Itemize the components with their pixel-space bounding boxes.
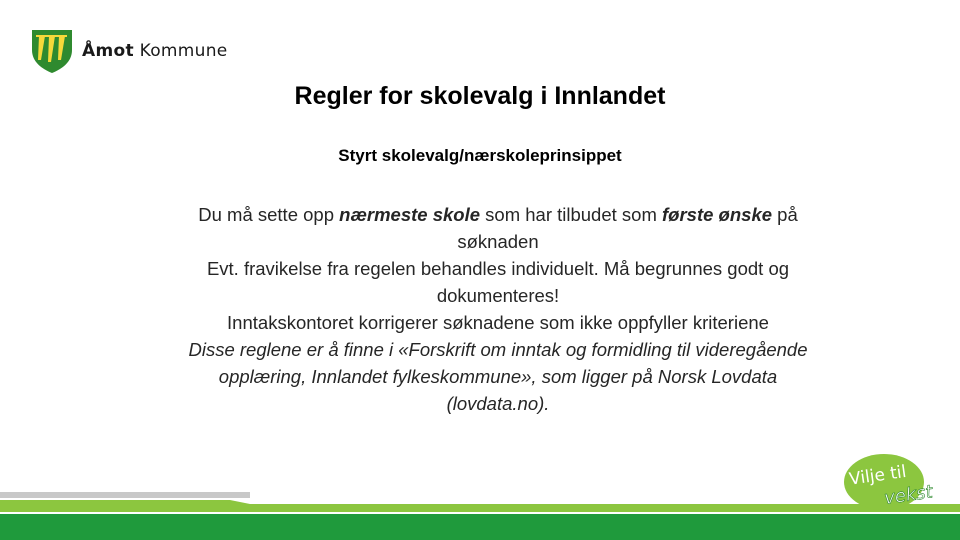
coat-of-arms-icon [30, 28, 74, 74]
rule-paragraph-4: Disse reglene er å finne i «Forskrift om inntak og formidling til videregående opplæring, Innlandet fylkeskommune», som ligger på Norsk Lovdata (lovdata.no). [188, 339, 808, 414]
rule-paragraph-1: Du må sette opp nærmeste skole som har tilbudet som første ønske på søknaden [198, 204, 798, 252]
municipality-name: Åmot Kommune [82, 41, 228, 61]
page-subtitle: Styrt skolevalg/nærskoleprinsippet [338, 146, 622, 165]
rule-paragraph-3: Inntakskontoret korrigerer søknadene som ikke oppfyller kriteriene [227, 312, 769, 333]
rule-paragraph-2: Evt. fravikelse fra regelen behandles individuelt. Må begrunnes godt og dokumenteres! [206, 258, 790, 306]
badge-line-2: vekst [882, 481, 934, 510]
body-text [188, 201, 808, 417]
vilje-til-vekst-badge [842, 452, 946, 514]
footer-bars [0, 490, 960, 540]
badge-line-1: Vilje til [847, 461, 908, 490]
municipality-logo [30, 28, 228, 74]
page-title: Regler for skolevalg i Innlandet [294, 82, 666, 110]
